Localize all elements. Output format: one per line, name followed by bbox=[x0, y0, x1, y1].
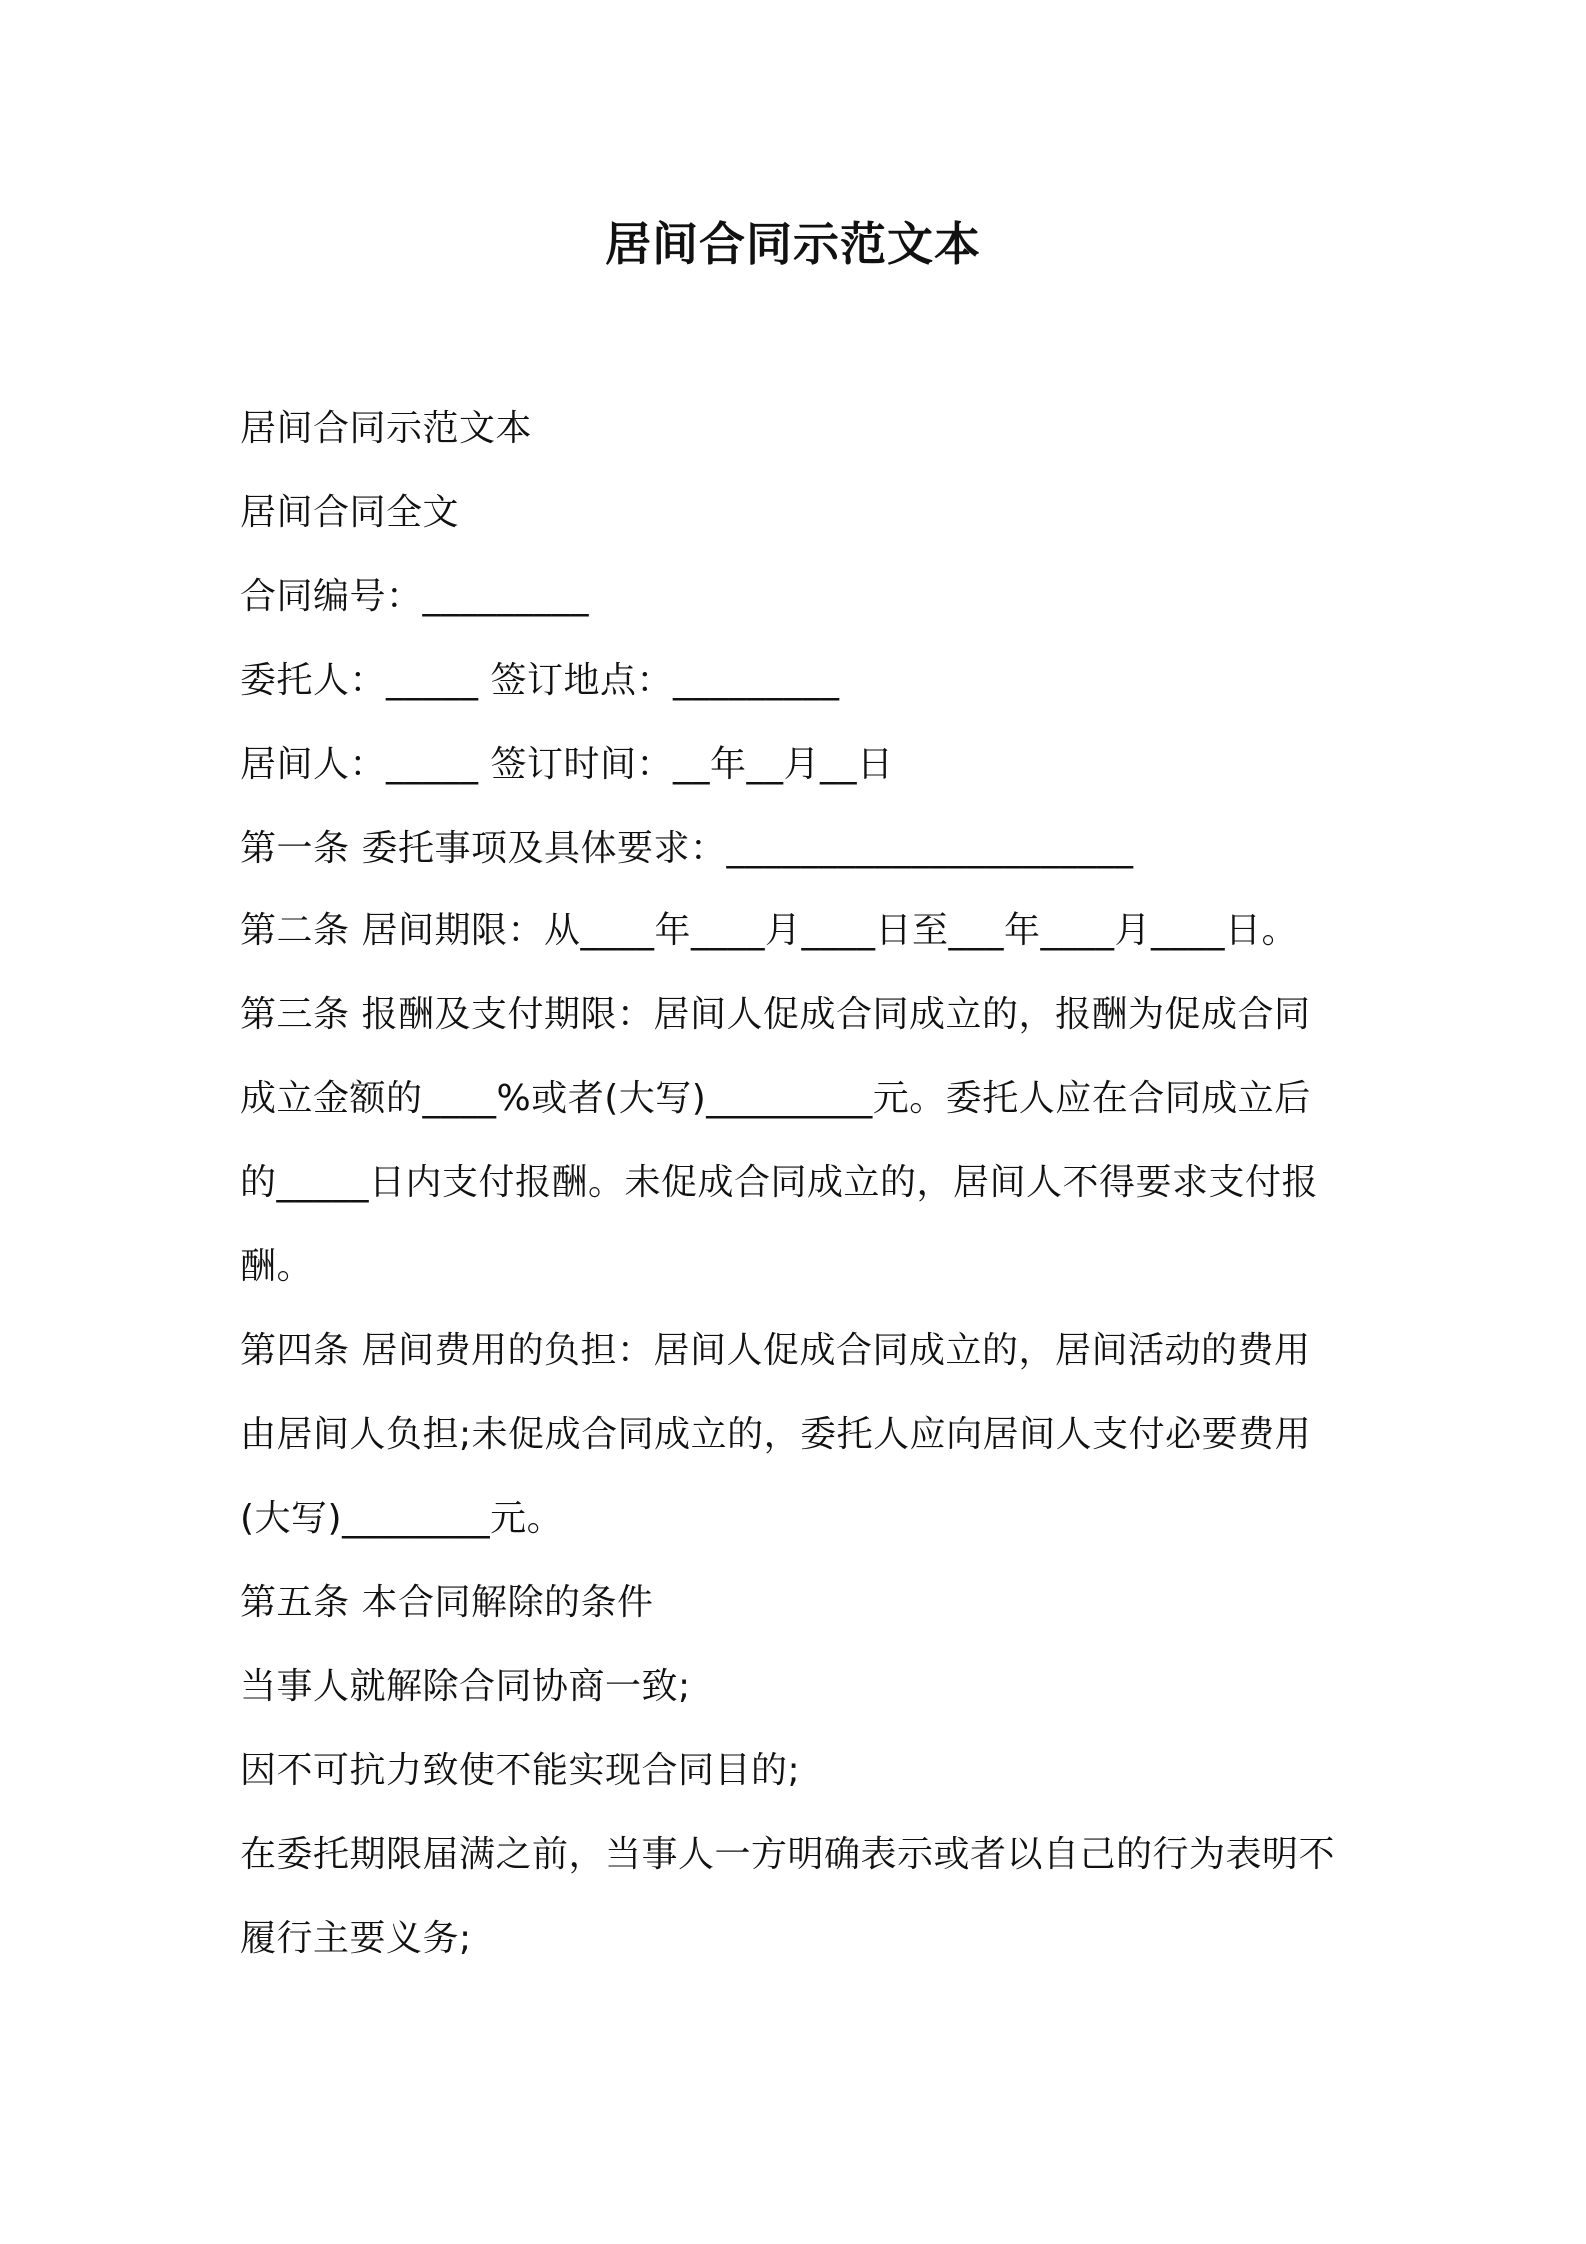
document-body bbox=[240, 405, 1370, 1963]
text-line: 第五条 本合同解除的条件 bbox=[240, 1582, 654, 1623]
text-line: 由居间人负担;未促成合同成立的，委托人应向居间人支付必要费用 bbox=[240, 1414, 1312, 1455]
text-line: 居间人：_____ 签订时间：__年__月__日 bbox=[240, 744, 894, 785]
document-title: 居间合同示范文本 bbox=[605, 217, 981, 271]
text-line: 第二条 居间期限：从____年____月____日至___年____月____日。 bbox=[240, 910, 1298, 951]
text-line: 委托人：_____ 签订地点：_________ bbox=[240, 660, 840, 701]
text-line: 居间合同示范文本 bbox=[240, 408, 533, 449]
text-line: 居间合同全文 bbox=[240, 492, 460, 533]
text-line: 成立金额的____%或者(大写)_________元。委托人应在合同成立后 bbox=[240, 1078, 1311, 1119]
text-line: 第一条 委托事项及具体要求：______________________ bbox=[240, 828, 1134, 869]
text-line: 在委托期限届满之前，当事人一方明确表示或者以自己的行为表明不 bbox=[240, 1834, 1336, 1875]
text-line: 履行主要义务; bbox=[240, 1918, 472, 1959]
text-line: 合同编号：_________ bbox=[240, 576, 590, 617]
text-line: 第三条 报酬及支付期限：居间人促成合同成立的，报酬为促成合同 bbox=[240, 994, 1311, 1035]
text-line: 当事人就解除合同协商一致; bbox=[240, 1666, 691, 1707]
text-line: (大写)________元。 bbox=[240, 1498, 564, 1539]
text-line: 第四条 居间费用的负担：居间人促成合同成立的，居间活动的费用 bbox=[240, 1330, 1311, 1371]
text-line: 酬。 bbox=[240, 1246, 314, 1287]
text-line: 因不可抗力致使不能实现合同目的; bbox=[240, 1750, 801, 1791]
text-line: 的_____日内支付报酬。未促成合同成立的，居间人不得要求支付报 bbox=[240, 1162, 1319, 1203]
